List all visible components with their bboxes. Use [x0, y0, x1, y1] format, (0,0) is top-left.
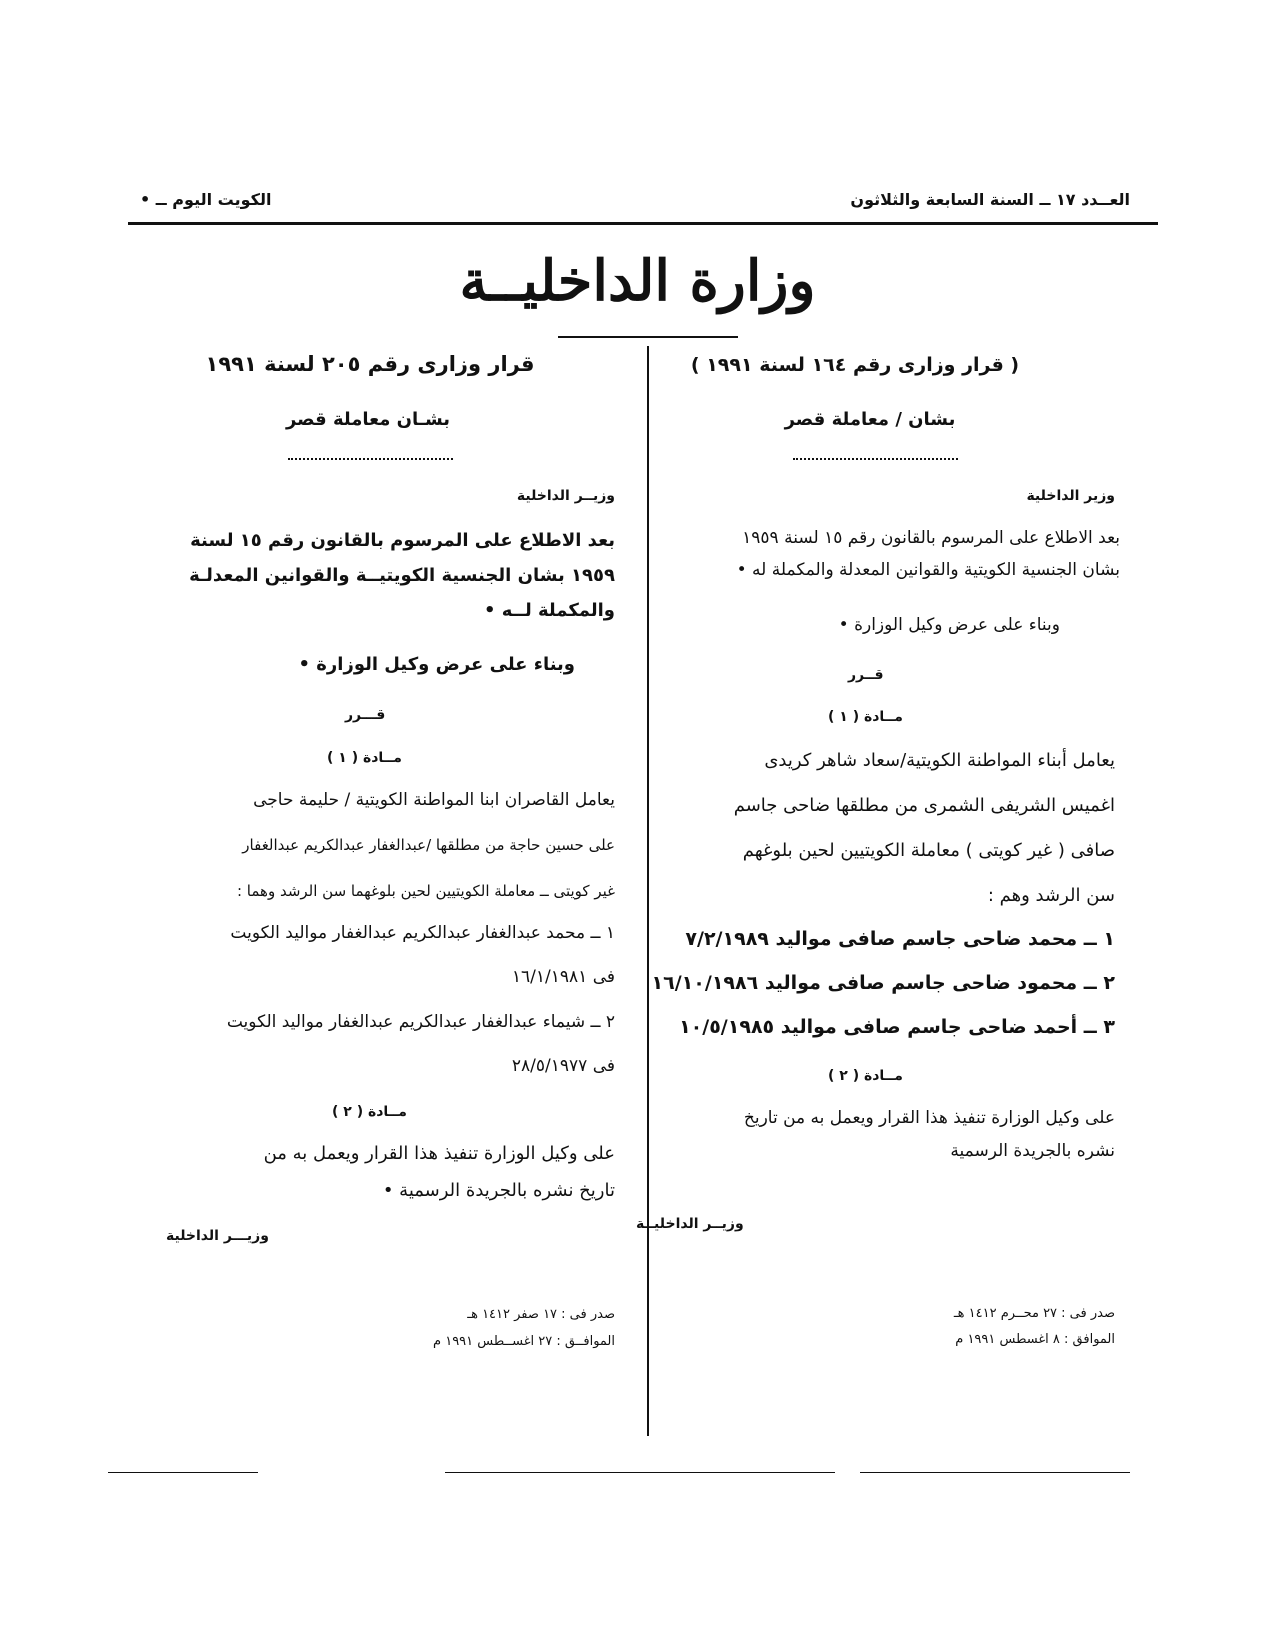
left-separator	[288, 458, 453, 460]
title-rule	[558, 336, 738, 338]
header-rule	[128, 222, 1158, 225]
right-article-2: مــادة ( ٢ )	[828, 1068, 903, 1084]
footer-rule-right	[860, 1472, 1130, 1473]
right-art1-line2: اغميس الشريفى الشمرى من مطلقها ضاحى جاسم	[733, 795, 1115, 816]
left-preamble-4: وبناء على عرض وكيل الوزارة •	[298, 654, 575, 675]
left-art2-line1: على وكيل الوزارة تنفيذ هذا القرار ويعمل به من	[263, 1143, 615, 1164]
left-corresponding-date: الموافــق : ٢٧ اغســطس ١٩٩١ م	[433, 1334, 615, 1349]
footer-rule-left	[108, 1472, 258, 1473]
left-decree-subject: بشـان معاملة قصر	[285, 409, 451, 430]
right-art1-line4: سن الرشد وهم :	[987, 885, 1115, 906]
right-art1-line1: يعامل أبناء المواطنة الكويتية/سعاد شاهر كريدى	[764, 750, 1115, 771]
right-preamble-2: بشان الجنسية الكويتية والقوانين المعدلة والمكملة له •	[736, 560, 1120, 580]
right-decree-subject: بشان / معاملة قصر	[784, 409, 956, 430]
right-minister-heading: وزير الداخلية	[1026, 488, 1115, 504]
left-preamble-3: والمكملة لــه •	[483, 600, 615, 621]
right-corresponding-date: الموافق : ٨ اغسطس ١٩٩١ م	[955, 1332, 1115, 1347]
left-decree-title: قرار وزارى رقم ٢٠٥ لسنة ١٩٩١	[205, 352, 535, 376]
right-item-2: ٢ ــ محمود ضاحى جاسم صافى مواليد ١٦/١٠/١٩٨٦	[651, 972, 1115, 994]
right-decides: قــرر	[848, 667, 884, 683]
left-issued-date: صدر فى : ١٧ صفر ١٤١٢ هـ	[467, 1307, 615, 1322]
left-art2-line2: تاريخ نشره بالجريدة الرسمية •	[382, 1180, 615, 1201]
left-item-1b: فى ١٦/١/١٩٨١	[511, 967, 615, 987]
left-decides: قـــرر	[345, 707, 386, 723]
column-divider	[647, 346, 649, 1436]
left-preamble-2: ١٩٥٩ بشان الجنسية الكويتيــة والقوانين المعدلـة	[189, 565, 615, 586]
left-article-1: مــادة ( ١ )	[327, 750, 402, 766]
right-art1-line3: صافى ( غير كويتى ) معاملة الكويتيين لحين بلوغهم	[742, 840, 1115, 861]
right-decree-title: ( قرار وزارى رقم ١٦٤ لسنة ١٩٩١ )	[690, 354, 1020, 376]
right-preamble-3: وبناء على عرض وكيل الوزارة •	[838, 615, 1060, 635]
issue-header: العــدد ١٧ ــ السنة السابعة والثلاثون	[850, 190, 1130, 209]
left-minister-heading: وزيــر الداخلية	[516, 488, 615, 504]
right-preamble-1: بعد الاطلاع على المرسوم بالقانون رقم ١٥ لسنة ١٩٥٩	[742, 528, 1120, 548]
right-item-3: ٣ ــ أحمد ضاحى جاسم صافى مواليد ١٠/٥/١٩٨٥	[679, 1016, 1115, 1038]
left-art1-line1: يعامل القاصران ابنا المواطنة الكويتية / حليمة حاجى	[253, 790, 615, 810]
left-art1-line3: غير كويتى ــ معاملة الكويتيين لحين بلوغهما سن الرشد وهما :	[236, 882, 615, 900]
right-signature: وزيــر الداخليــة	[636, 1216, 744, 1232]
right-separator	[793, 458, 958, 460]
right-art2-line2: نشره بالجريدة الرسمية	[950, 1141, 1115, 1161]
right-item-1: ١ ــ محمد ضاحى جاسم صافى مواليد ٧/٢/١٩٨٩	[685, 928, 1115, 950]
left-item-2a: ٢ ــ شيماء عبدالغفار عبدالكريم عبدالغفار مواليد الكويت	[226, 1012, 615, 1032]
left-item-1a: ١ ــ محمد عبدالغفار عبدالكريم عبدالغفار مواليد الكويت	[230, 923, 615, 943]
left-item-2b: فى ٢٨/٥/١٩٧٧	[511, 1056, 615, 1076]
right-art2-line1: على وكيل الوزارة تنفيذ هذا القرار ويعمل به من تاريخ	[743, 1108, 1115, 1128]
left-article-2: مــادة ( ٢ )	[332, 1104, 407, 1120]
left-preamble-1: بعد الاطلاع على المرسوم بالقانون رقم ١٥ لسنة	[190, 530, 615, 551]
left-art1-line2: على حسين حاجة من مطلقها /عبدالغفار عبدالكريم عبدالغفار	[242, 836, 615, 854]
newspaper-name: الكويت اليوم ــ •	[140, 190, 272, 209]
left-signature: وزيـــر الداخلية	[166, 1228, 269, 1244]
right-article-1: مــادة ( ١ )	[828, 709, 903, 725]
right-issued-date: صدر فى : ٢٧ محــرم ١٤١٢ هـ	[953, 1306, 1115, 1321]
ministry-title: وزارة الداخليــة	[459, 248, 816, 314]
footer-rule-center	[445, 1472, 835, 1473]
